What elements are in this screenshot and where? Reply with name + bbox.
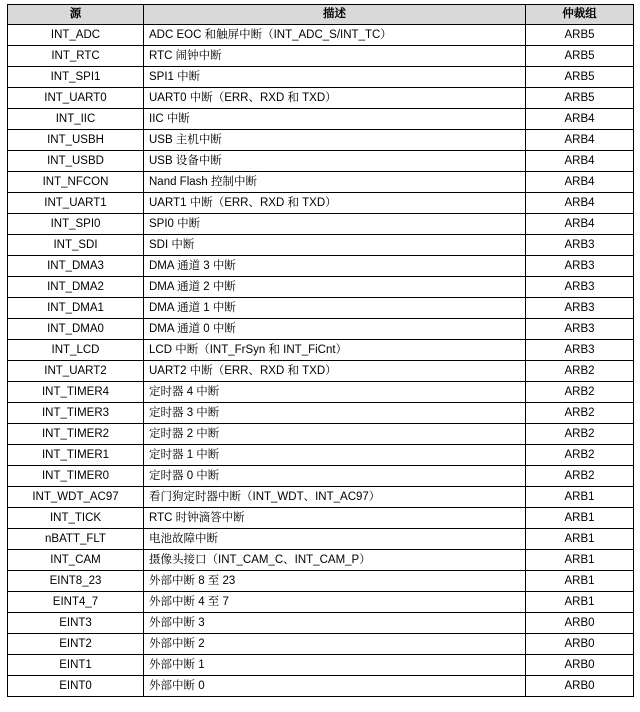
cell-source: INT_ADC	[8, 25, 144, 46]
table-row	[8, 634, 634, 655]
table-body	[8, 25, 634, 697]
cell-arbiter-group: ARB1	[526, 550, 634, 571]
cell-arbiter-group: ARB2	[526, 466, 634, 487]
cell-source: INT_TIMER3	[8, 403, 144, 424]
cell-source: INT_DMA0	[8, 319, 144, 340]
table-row	[8, 676, 634, 697]
cell-source: INT_SDI	[8, 235, 144, 256]
cell-description: 定时器 2 中断	[144, 424, 526, 445]
table-row	[8, 571, 634, 592]
cell-description: SDI 中断	[144, 235, 526, 256]
cell-source: INT_UART0	[8, 88, 144, 109]
cell-description: RTC 时钟滴答中断	[144, 508, 526, 529]
cell-arbiter-group: ARB2	[526, 403, 634, 424]
table-row	[8, 46, 634, 67]
cell-description: SPI0 中断	[144, 214, 526, 235]
cell-source: INT_SPI0	[8, 214, 144, 235]
table-row	[8, 361, 634, 382]
table-row	[8, 508, 634, 529]
cell-description: ADC EOC 和触屏中断（INT_ADC_S/INT_TC）	[144, 25, 526, 46]
cell-description: UART1 中断（ERR、RXD 和 TXD）	[144, 193, 526, 214]
table-row	[8, 235, 634, 256]
cell-source: INT_DMA2	[8, 277, 144, 298]
table-row	[8, 298, 634, 319]
table-row	[8, 466, 634, 487]
table-row	[8, 25, 634, 46]
cell-source: INT_DMA1	[8, 298, 144, 319]
interrupt-source-table-container	[7, 4, 633, 697]
cell-source: INT_IIC	[8, 109, 144, 130]
table-row	[8, 529, 634, 550]
cell-source: INT_DMA3	[8, 256, 144, 277]
table-row	[8, 340, 634, 361]
cell-description: RTC 闹钟中断	[144, 46, 526, 67]
table-row	[8, 130, 634, 151]
cell-description: SPI1 中断	[144, 67, 526, 88]
cell-description: IIC 中断	[144, 109, 526, 130]
cell-arbiter-group: ARB4	[526, 151, 634, 172]
cell-arbiter-group: ARB3	[526, 277, 634, 298]
table-row	[8, 319, 634, 340]
table-row	[8, 550, 634, 571]
cell-arbiter-group: ARB5	[526, 88, 634, 109]
cell-description: USB 主机中断	[144, 130, 526, 151]
cell-arbiter-group: ARB1	[526, 592, 634, 613]
cell-description: 定时器 4 中断	[144, 382, 526, 403]
cell-arbiter-group: ARB0	[526, 676, 634, 697]
cell-arbiter-group: ARB2	[526, 424, 634, 445]
cell-source: EINT8_23	[8, 571, 144, 592]
cell-arbiter-group: ARB0	[526, 634, 634, 655]
cell-arbiter-group: ARB1	[526, 571, 634, 592]
header-source: 源	[8, 5, 144, 25]
cell-description: LCD 中断（INT_FrSyn 和 INT_FiCnt）	[144, 340, 526, 361]
cell-description: 摄像头接口（INT_CAM_C、INT_CAM_P）	[144, 550, 526, 571]
cell-arbiter-group: ARB0	[526, 655, 634, 676]
cell-description: UART0 中断（ERR、RXD 和 TXD）	[144, 88, 526, 109]
cell-arbiter-group: ARB2	[526, 445, 634, 466]
cell-description: UART2 中断（ERR、RXD 和 TXD）	[144, 361, 526, 382]
cell-description: 定时器 1 中断	[144, 445, 526, 466]
cell-source: INT_WDT_AC97	[8, 487, 144, 508]
header-row	[8, 5, 634, 25]
cell-source: nBATT_FLT	[8, 529, 144, 550]
cell-description: DMA 通道 3 中断	[144, 256, 526, 277]
cell-arbiter-group: ARB4	[526, 109, 634, 130]
cell-arbiter-group: ARB4	[526, 214, 634, 235]
cell-source: INT_USBD	[8, 151, 144, 172]
cell-arbiter-group: ARB5	[526, 25, 634, 46]
cell-source: INT_TICK	[8, 508, 144, 529]
table-row	[8, 277, 634, 298]
cell-source: EINT2	[8, 634, 144, 655]
cell-source: INT_USBH	[8, 130, 144, 151]
table-row	[8, 172, 634, 193]
cell-description: DMA 通道 1 中断	[144, 298, 526, 319]
cell-source: INT_RTC	[8, 46, 144, 67]
cell-source: INT_TIMER0	[8, 466, 144, 487]
cell-description: 外部中断 1	[144, 655, 526, 676]
cell-description: 外部中断 2	[144, 634, 526, 655]
table-row	[8, 193, 634, 214]
table-header	[8, 5, 634, 25]
table-row	[8, 214, 634, 235]
cell-arbiter-group: ARB4	[526, 130, 634, 151]
cell-description: Nand Flash 控制中断	[144, 172, 526, 193]
cell-arbiter-group: ARB3	[526, 256, 634, 277]
cell-description: 外部中断 8 至 23	[144, 571, 526, 592]
cell-description: DMA 通道 2 中断	[144, 277, 526, 298]
cell-description: 外部中断 3	[144, 613, 526, 634]
cell-source: EINT3	[8, 613, 144, 634]
table-row	[8, 592, 634, 613]
table-row	[8, 445, 634, 466]
interrupt-source-table	[7, 4, 634, 697]
cell-source: INT_NFCON	[8, 172, 144, 193]
cell-arbiter-group: ARB4	[526, 193, 634, 214]
cell-arbiter-group: ARB1	[526, 529, 634, 550]
table-row	[8, 109, 634, 130]
cell-description: 电池故障中断	[144, 529, 526, 550]
table-row	[8, 256, 634, 277]
cell-source: INT_TIMER2	[8, 424, 144, 445]
cell-source: INT_LCD	[8, 340, 144, 361]
table-row	[8, 655, 634, 676]
cell-arbiter-group: ARB1	[526, 508, 634, 529]
header-description: 描述	[144, 5, 526, 25]
table-row	[8, 67, 634, 88]
cell-arbiter-group: ARB3	[526, 235, 634, 256]
cell-arbiter-group: ARB4	[526, 172, 634, 193]
table-row	[8, 613, 634, 634]
header-arbiter-group: 仲裁组	[526, 5, 634, 25]
cell-arbiter-group: ARB5	[526, 67, 634, 88]
cell-description: 定时器 3 中断	[144, 403, 526, 424]
cell-description: 看门狗定时器中断（INT_WDT、INT_AC97）	[144, 487, 526, 508]
cell-source: INT_UART2	[8, 361, 144, 382]
cell-arbiter-group: ARB1	[526, 487, 634, 508]
cell-arbiter-group: ARB3	[526, 340, 634, 361]
cell-arbiter-group: ARB3	[526, 298, 634, 319]
cell-description: DMA 通道 0 中断	[144, 319, 526, 340]
table-row	[8, 88, 634, 109]
cell-arbiter-group: ARB3	[526, 319, 634, 340]
cell-source: EINT4_7	[8, 592, 144, 613]
cell-arbiter-group: ARB2	[526, 382, 634, 403]
cell-arbiter-group: ARB5	[526, 46, 634, 67]
cell-source: EINT1	[8, 655, 144, 676]
table-row	[8, 487, 634, 508]
cell-source: INT_TIMER4	[8, 382, 144, 403]
cell-arbiter-group: ARB2	[526, 361, 634, 382]
cell-source: INT_CAM	[8, 550, 144, 571]
table-row	[8, 382, 634, 403]
table-row	[8, 151, 634, 172]
cell-description: USB 设备中断	[144, 151, 526, 172]
cell-source: INT_SPI1	[8, 67, 144, 88]
table-row	[8, 403, 634, 424]
cell-description: 定时器 0 中断	[144, 466, 526, 487]
cell-source: INT_TIMER1	[8, 445, 144, 466]
cell-source: EINT0	[8, 676, 144, 697]
cell-source: INT_UART1	[8, 193, 144, 214]
table-row	[8, 424, 634, 445]
cell-description: 外部中断 4 至 7	[144, 592, 526, 613]
cell-description: 外部中断 0	[144, 676, 526, 697]
cell-arbiter-group: ARB0	[526, 613, 634, 634]
